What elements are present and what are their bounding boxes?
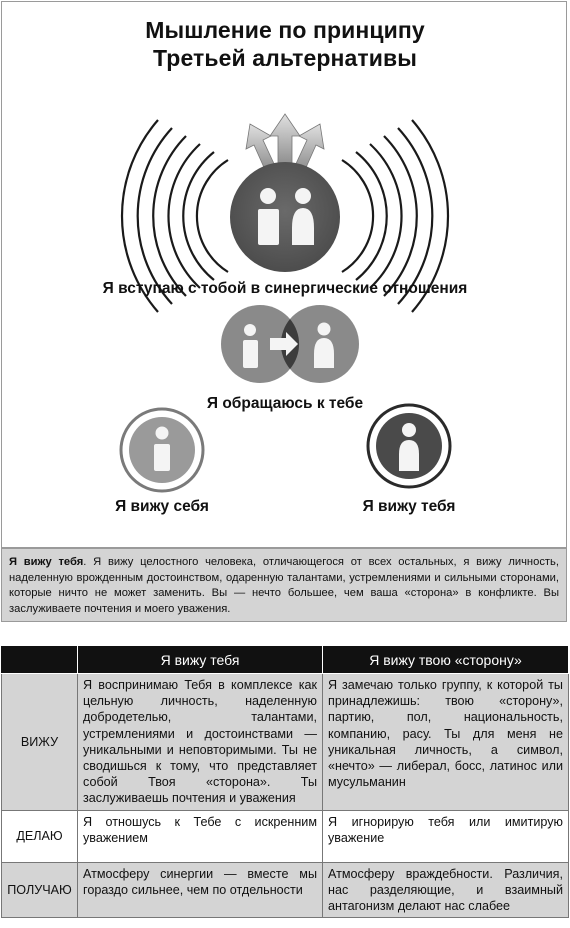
table-row	[2, 862, 569, 918]
table-header-see-you: Я вижу тебя	[78, 647, 323, 674]
table-cell: Атмосферу синергии — вместе мы гораздо сильнее, чем по отдельности	[78, 862, 323, 918]
caption-box	[1, 548, 567, 622]
table-cell: Я отношусь к Тебе с искренним уважением	[78, 810, 323, 862]
person-figure-icon	[292, 188, 314, 245]
table-header-corner	[2, 647, 78, 674]
caption-synergy: Я вступаю с тобой в синергические отношения	[102, 280, 468, 297]
address-circles-icon	[221, 305, 359, 383]
figure-title-line-1: Мышление по принципу	[145, 17, 425, 43]
table-cell: Я игнорирую тебя или имитирую уважение	[323, 810, 569, 862]
figure-panel	[1, 1, 567, 548]
table-row	[2, 810, 569, 862]
caption-lead: Я вижу тебя	[9, 556, 84, 568]
third-alternative-diagram	[2, 2, 568, 549]
table-header-row	[2, 647, 569, 674]
comparison-table	[1, 646, 569, 918]
see-you-circle-icon	[368, 405, 450, 487]
caption-see-self: Я вижу себя	[115, 498, 209, 515]
row-label: ВИЖУ	[2, 674, 78, 811]
person-i-icon	[154, 427, 170, 472]
person-i-icon	[258, 188, 279, 245]
synergy-circle-icon	[230, 162, 340, 272]
table-header-see-side: Я вижу твою «сторону»	[323, 647, 569, 674]
row-label: ДЕЛАЮ	[2, 810, 78, 862]
caption-text: . Я вижу целостного человека, отличающегося от всех остальных, я вижу личность, наделенную врожденным достоинством, одаренную талантами, устремлениями и сильными сторонами, которые ничто не может заменить. Вы — нечто большее, чем ваша «сторона» в конфликте. Вы заслуживаете почтения и моего уважения.	[9, 556, 559, 615]
row-label: ПОЛУЧАЮ	[2, 862, 78, 918]
table-cell: Атмосферу враждебности. Различия, нас разделяющие, и взаимный антагонизм делают нас слабее	[323, 862, 569, 918]
table-cell: Я замечаю только группу, к которой ты принадлежишь: твою «сторону», партию, пол, национальность, компанию, расу. Ты для меня не уникальная личность, а символ, «нечто» — либерал, босс, латинос или мусульманин	[323, 674, 569, 811]
figure-title-line-2: Третьей альтернативы	[153, 45, 417, 71]
see-self-circle-icon	[121, 409, 203, 491]
caption-see-you: Я вижу тебя	[362, 498, 456, 515]
table-row	[2, 674, 569, 811]
caption-address: Я обращаюсь к тебе	[206, 395, 364, 412]
table-cell: Я воспринимаю Тебя в комплексе как цельную личность, наделенную добродетелью, талантами, устремлениями и достоинствами — уникальными и неповторимыми. Ты не сводишься к тому, что представляет собой Твоя «сторона». Ты заслуживаешь почтения и уважения	[78, 674, 323, 811]
person-i-icon	[243, 324, 258, 368]
